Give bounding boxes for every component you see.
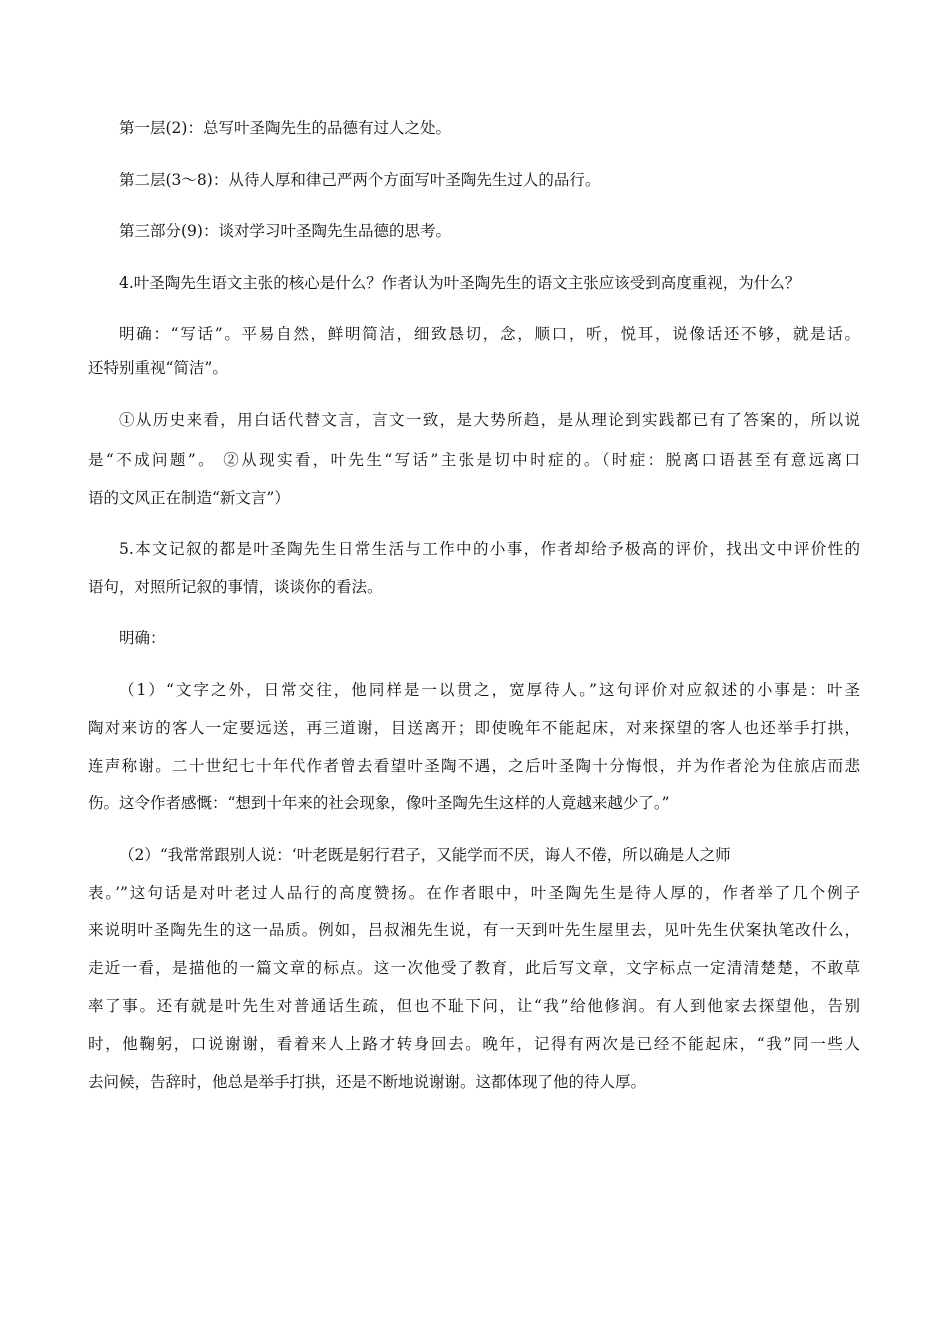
answer-4-line-1: 明确：“写话”。平易自然，鲜明简洁，细致恳切，念，顺口，听，悦耳，说像话还不够，就是话。 xyxy=(119,325,860,343)
answer-5-label: 明确： xyxy=(119,629,166,647)
answer-5-item-2-line-3: 来说明叶圣陶先生的这一品质。例如，吕叔湘先生说，有一天到叶先生屋里去，见叶先生伏案执笔改什么， xyxy=(88,921,860,939)
answer-5-item-2-line-5: 率了事。还有就是叶先生对普通话生疏，但也不耻下问，让“我”给他修润。有人到他家去探望他，告别 xyxy=(88,997,860,1015)
answer-5-item-1-line-3: 连声称谢。二十世纪七十年代作者曾去看望叶圣陶不遇，之后叶圣陶十分悔恨，并为作者沦为住旅店而悲 xyxy=(88,757,860,775)
answer-4-point-line-3: 语的文风正在制造“新文言”） xyxy=(88,489,290,507)
answer-5-item-2-line-4: 走近一看，是描他的一篇文章的标点。这一次他受了教育，此后写文章，文字标点一定清清楚楚，不敢草 xyxy=(88,959,860,977)
answer-5-item-2-line-2: 表。’”这句话是对叶老过人品行的高度赞扬。在作者眼中，叶圣陶先生是待人厚的，作者举了几个例子 xyxy=(88,884,860,902)
question-4: 4.叶圣陶先生语文主张的核心是什么？作者认为叶圣陶先生的语文主张应该受到高度重视，为什么？ xyxy=(119,274,801,292)
question-5-line-1: 5.本文记叙的都是叶圣陶先生日常生活与工作中的小事，作者却给予极高的评价，找出文中评价性的 xyxy=(119,540,860,558)
answer-5-item-1-line-1: （1）“文字之外，日常交往，他同样是一以贯之，宽厚待人。”这句评价对应叙述的小事是：叶圣 xyxy=(119,681,860,699)
outline-layer-1: 第一层(2)：总写叶圣陶先生的品德有过人之处。 xyxy=(119,119,451,137)
answer-5-item-2-line-1: （2）“我常常跟别人说：‘叶老既是躬行君子，又能学而不厌，诲人不倦，所以确是人之师 xyxy=(119,846,731,864)
answer-4-point-line-2: 是“不成问题”。 ②从现实看，叶先生“写话”主张是切中时症的。（时症：脱离口语甚至有意远离口 xyxy=(88,451,860,469)
answer-5-item-1-line-4: 伤。这令作者感慨：“想到十年来的社会现象，像叶圣陶先生这样的人竟越来越少了。” xyxy=(88,794,670,812)
answer-4-line-2: 还特别重视“简洁”。 xyxy=(88,359,228,377)
outline-part-3: 第三部分(9)：谈对学习叶圣陶先生品德的思考。 xyxy=(119,222,451,240)
answer-4-point-line-1: ①从历史来看，用白话代替文言，言文一致，是大势所趋，是从理论到实践都已有了答案的，所以说 xyxy=(119,411,860,429)
answer-5-item-2-line-7: 去问候，告辞时，他总是举手打拱，还是不断地说谢谢。这都体现了他的待人厚。 xyxy=(88,1073,647,1091)
question-5-line-2: 语句，对照所记叙的事情，谈谈你的看法。 xyxy=(88,578,383,596)
outline-layer-2: 第二层(3～8)：从待人厚和律己严两个方面写叶圣陶先生过人的品行。 xyxy=(119,171,601,189)
answer-5-item-1-line-2: 陶对来访的客人一定要远送，再三道谢，目送离开；即使晚年不能起床，对来探望的客人也还举手打拱， xyxy=(88,719,860,737)
answer-5-item-2-line-6: 时，他鞠躬，口说谢谢，看着来人上路才转身回去。晚年，记得有两次是已经不能起床，“我”同一些人 xyxy=(88,1035,860,1053)
